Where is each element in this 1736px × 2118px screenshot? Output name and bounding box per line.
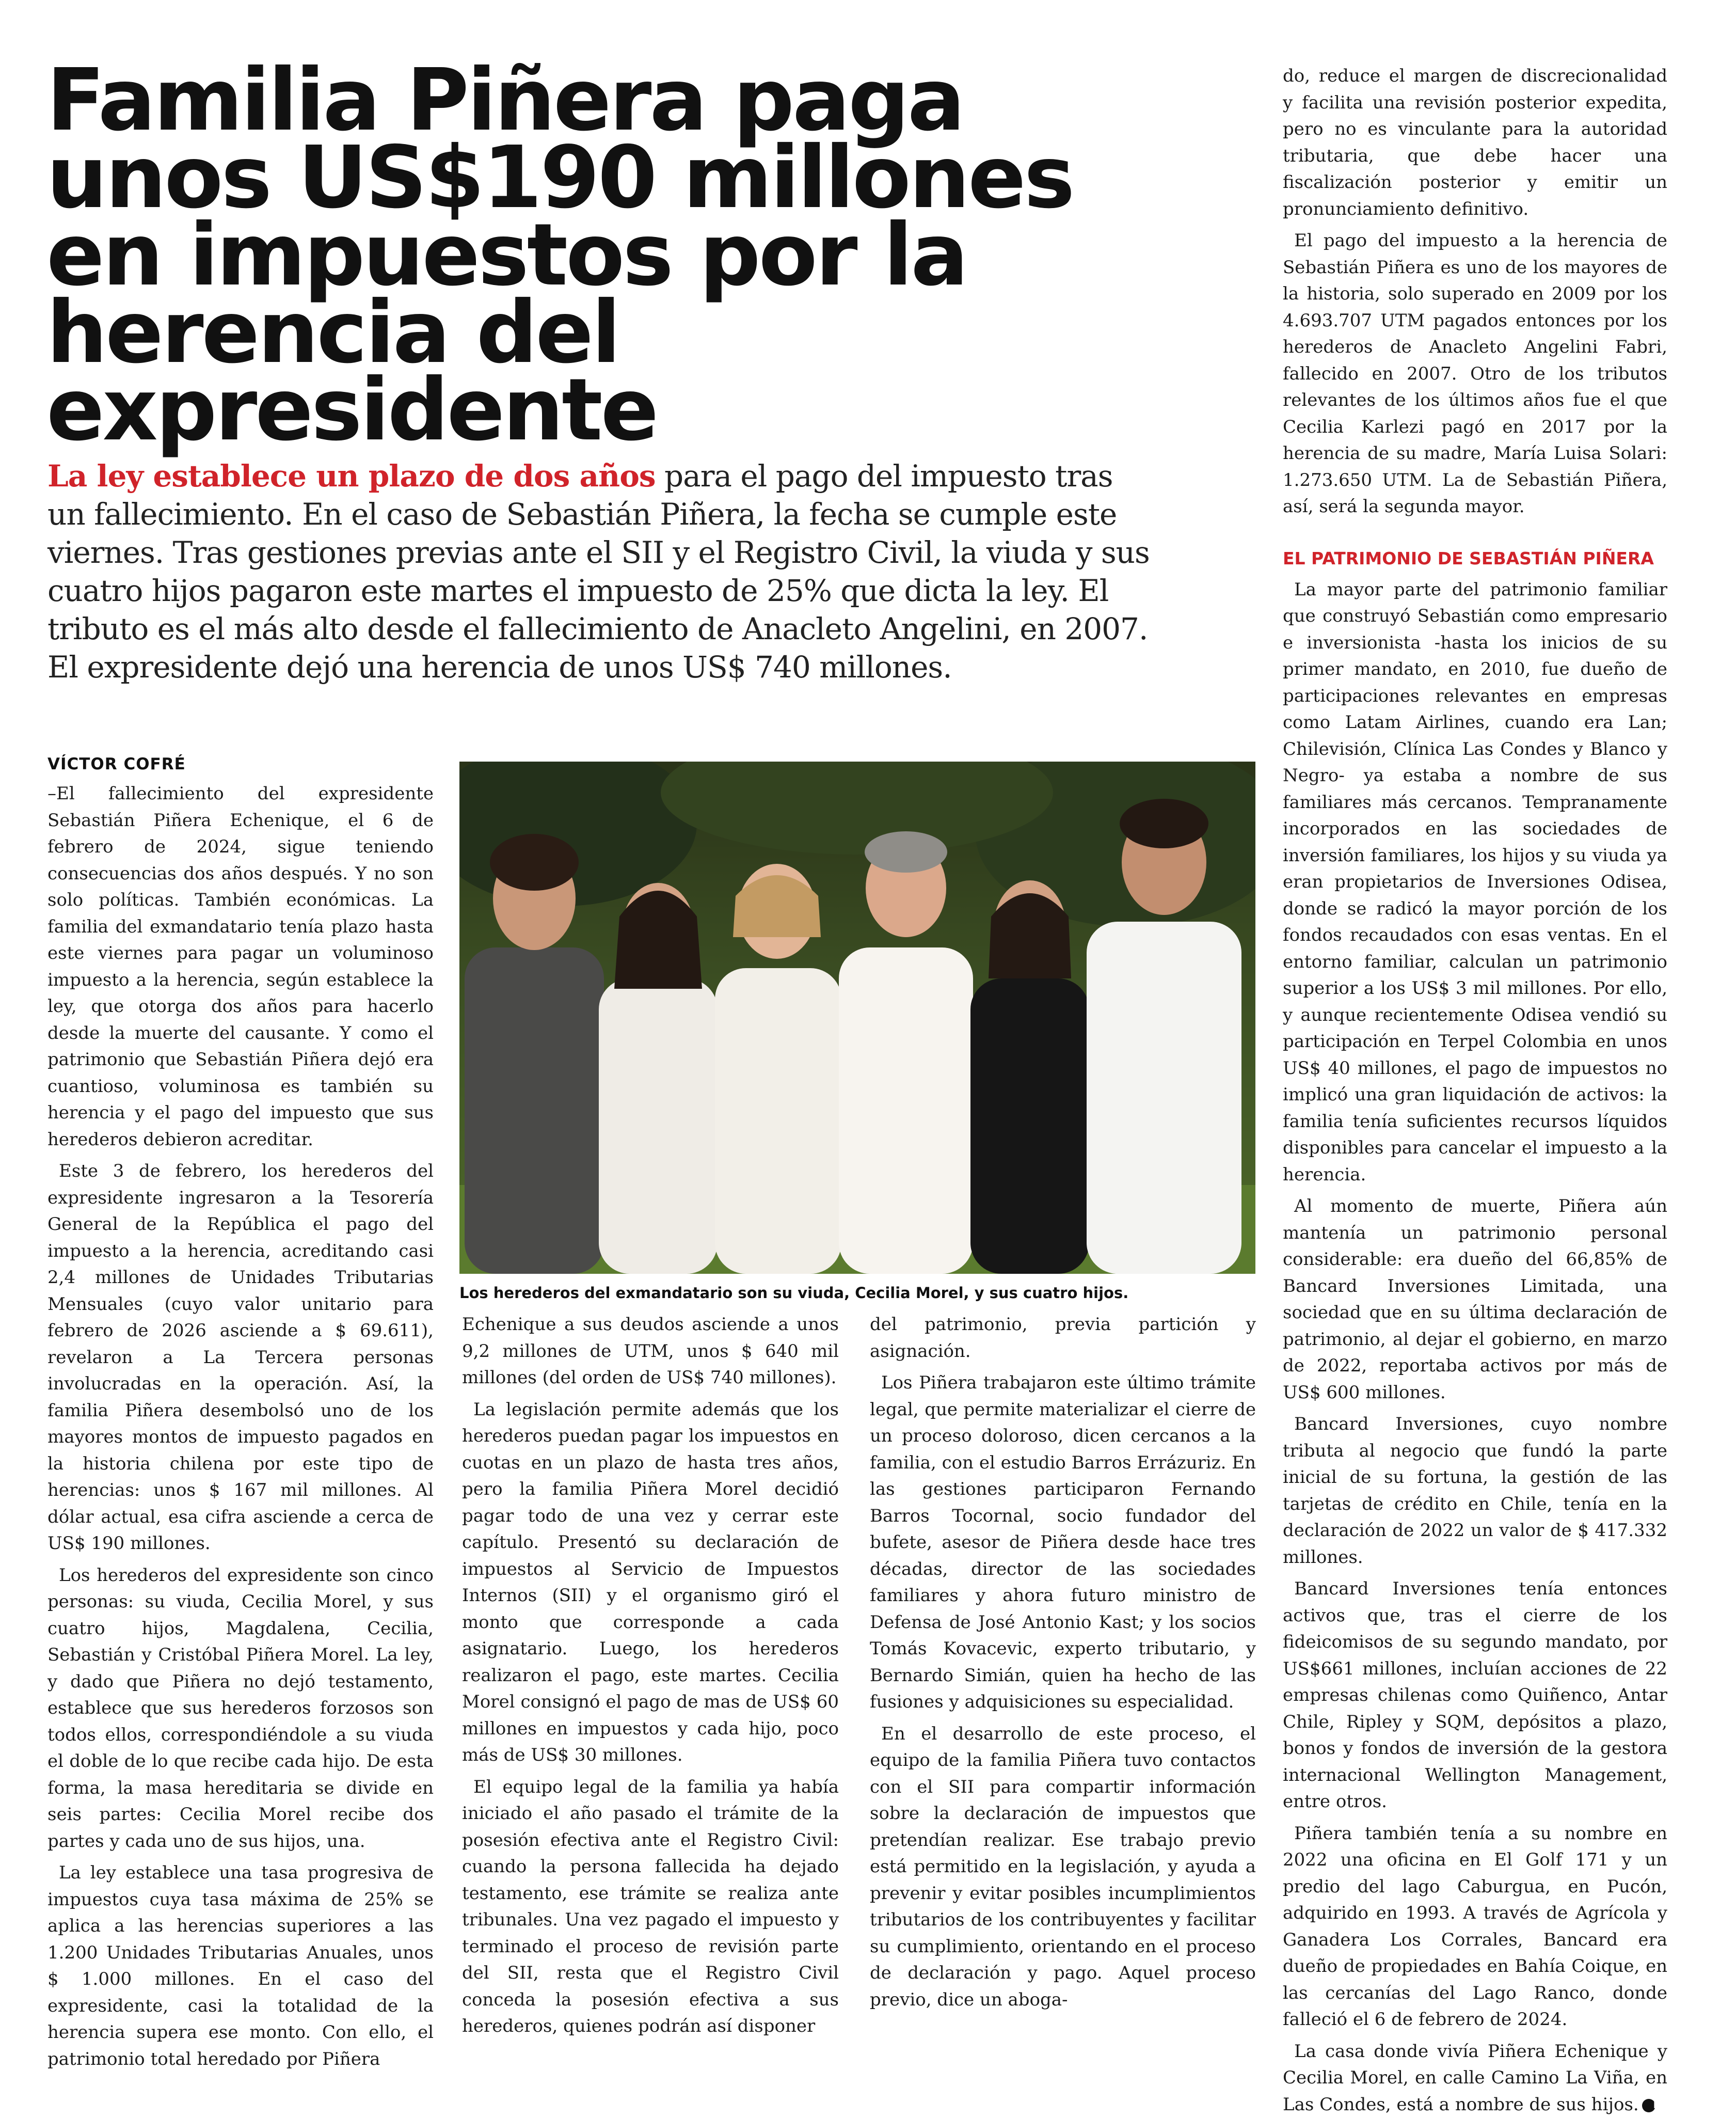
paragraph: Este 3 de febrero, los herederos del expresidente ingresaron a la Tesorería General de la República el pago del impuesto a la herencia, acreditando casi 2,4 millones de Unidades Tributarias Mensuales (cuyo valor unitario para febrero de 2026 asciende a $ 69.611), revelaron a La Tercera personas involucradas en la operación. Así, la familia Piñera desembolsó uno de los mayores montos de impuesto pagados en la historia chilena por este tipo de herencias: unos $ 167 mil millones. Al dólar actual, esa cifra asciende a cerca de US$ 190 millones. [47,1158,434,1557]
paragraph: La mayor parte del patrimonio familiar que construyó Sebastián como empresario e inversionista -hasta los inicios de su primer mandato, en 2010, fue dueño de participaciones relevantes en empresas como Latam Airlines, cuando era Lan; Chilevisión, Clínica Las Condes y Blanco y Negro- ya estaba a nombre de sus familiares más cercanos. Tempranamente incorporados en las sociedades de inversión familiares, los hijos y su viuda ya eran propietarios de Inversiones Odisea, donde se radicó la mayor porción de los fondos recaudados con esas ventas. En el entorno familiar, calculan un patrimonio superior a los US$ 3 mil millones. Por ello, y aunque recientemente Odisea vendió su participación en Terpel Colombia en unos US$ 40 millones, el pago de impuestos no implicó una gran liquidación de activos: la familia tenía suficientes recursos líquidos disponibles para cancelar el impuesto a la herencia. [1283,577,1667,1189]
byline: VÍCTOR COFRÉ [47,755,186,773]
paragraph: do, reduce el margen de discrecionalidad y facilita una revisión posterior expedita, pero no es vinculante para la autoridad tributaria, que debe hacer una fiscalización posterior y emitir un pronunciamiento definitivo. [1283,63,1667,223]
headline: Familia Piñera paga unos US$190 millones en impuestos por la herencia del expresidente [46,62,1130,449]
section-subhead: EL PATRIMONIO DE SEBASTIÁN PIÑERA [1283,545,1667,572]
article-column-2 [462,1311,839,2040]
paragraph: Bancard Inversiones, cuyo nombre tributa al negocio que fundó la parte inicial de su fortuna, la gestión de las tarjetas de crédito en Chile, tenía en la declaración de 2022 un valor de $ 417.332 millones. [1283,1411,1667,1571]
paragraph: Al momento de muerte, Piñera aún mantenía un patrimonio personal considerable: era dueño del 66,85% de Bancard Inversiones Limitada, una sociedad que en su última declaración de patrimonio, al dejar el gobierno, en marzo de 2022, reportaba activos por más de US$ 600 millones. [1283,1193,1667,1406]
dek [47,457,1157,686]
paragraph: Piñera también tenía a su nombre en 2022 una oficina en El Golf 171 y un predio del lago Caburgua, en Pucón, adquirido en 1993. A través de Agrícola y Ganadera Los Corrales, Bancard era dueño de propiedades en Bahía Coique, en las cercanías del Lago Ranco, donde falleció el 6 de febrero de 2024. [1283,1821,1667,2033]
paragraph: El equipo legal de la familia ya había iniciado el año pasado el trámite de la posesión efectiva ante el Registro Civil: cuando la persona fallecida ha dejado testamento, ese trámite se realiza ante tribunales. Una vez pagado el impuesto y terminado el proceso de revisión parte del SII, resta que el Registro Civil conceda la posesión efectiva a sus herederos, quienes podrán así disponer [462,1774,839,2040]
paragraph: Bancard Inversiones tenía entonces activos que, tras el cierre de los fideicomisos de su segundo mandato, por US$661 millones, incluían acciones de 22 empresas chilenas como Quiñenco, Antar Chile, Ripley y SQM, depósitos a plazo, bonos y fondos de inversión de la gestora internacional Wellington Management, entre otros. [1283,1576,1667,1815]
paragraph: El pago del impuesto a la herencia de Sebastián Piñera es uno de los mayores de la historia, solo superado en 2009 por los 4.693.707 UTM pagados entonces por los herederos de Anacleto Angelini Fabri, fallecido en 2007. Otro de los tributos relevantes de los últimos años fue el que Cecilia Karlezi pagó en 2017 por la herencia de su madre, María Luisa Solari: 1.273.650 UTM. La de Sebastián Piñera, así, será la segunda mayor. [1283,228,1667,520]
paragraph: Los herederos del expresidente son cinco personas: su viuda, Cecilia Morel, y sus cuatro hijos, Magdalena, Cecilia, Sebastián y Cristóbal Piñera Morel. La ley, y dado que Piñera no dejó testamento, establece que sus herederos forzosos son todos ellos, correspondiéndole a su viuda el doble de lo que recibe cada hijo. De esta forma, la masa hereditaria se divide en seis partes: Cecilia Morel recibe dos partes y cada uno de sus hijos, una. [47,1562,434,1855]
paragraph: Echenique a sus deudos asciende a unos 9,2 millones de UTM, unos $ 640 mil millones (del orden de US$ 740 millones). [462,1311,839,1392]
paragraph: La legislación permite además que los herederos puedan pagar los impuestos en cuotas en un plazo de hasta tres años, pero la familia Piñera Morel decidió pagar todo de una vez y cerrar este capítulo. Presentó su declaración de impuestos al Servicio de Impuestos Internos (SII) y el organismo giró el monto que corresponde a cada asignatario. Luego, los herederos realizaron el pago, este martes. Cecilia Morel consignó el pago de mas de US$ 60 millones en impuestos y cada hijo, poco más de US$ 30 millones. [462,1397,839,1769]
family-photo [459,762,1255,1274]
paragraph: Los Piñera trabajaron este último trámite legal, que permite materializar el cierre de un proceso doloroso, dicen cercanos a la familia, con el estudio Barros Errázuriz. En las gestiones participaron Fernando Barros Tocornal, socio fundador del bufete, asesor de Piñera desde hace tres décadas, director de las sociedades familiares y ahora futuro ministro de Defensa de José Antonio Kast; y los socios Tomás Kovacevic, experto tributario, y Bernardo Simián, quien ha hecho de las fusiones y adquisiciones su especialidad. [870,1370,1256,1716]
paragraph: En el desarrollo de este proceso, el equipo de la familia Piñera tuvo contactos con el SII para compartir información sobre la declaración de impuestos que pretendían realizar. Ese trabajo previo está permitido en la legislación, y ayuda a prevenir y evitar posibles incumplimientos tributarios de los contribuyentes y facilitar su cumplimiento, orientando en el proceso de declaración y pago. Aquel proceso previo, dice un aboga- [870,1721,1256,2014]
dek-text: para el pago del impuesto tras un fallecimiento. En el caso de Sebastián Piñera, la fecha se cumple este viernes. Tras gestiones previas ante el SII y el Registro Civil, la viuda y sus cuatro hijos pagaron este martes el impuesto de 25% que dicta la ley. El tributo es el más alto desde el fallecimiento de Anacleto Angelini, en 2007. El expresidente dejó una herencia de unos US$ 740 millones. [47,459,1150,685]
dek-lead: La ley establece un plazo de dos años [47,459,656,494]
article-column-3 [870,1311,1256,2013]
paragraph: La ley establece una tasa progresiva de impuestos cuya tasa máxima de 25% se aplica a las herencias superiores a las 1.200 Unidades Tributarias Anuales, unos $ 1.000 millones. En el caso del expresidente, casi la totalidad de la herencia supera ese monto. Con ello, el patrimonio total heredado por Piñera [47,1860,434,2073]
paragraph: del patrimonio, previa partición y asignación. [870,1311,1256,1365]
paragraph-final [1283,2038,1667,2118]
article-column-1 [47,781,434,2073]
paragraph-final-text: La casa donde vivía Piñera Echenique y Cecilia Morel, en calle Camino La Viña, en Las Condes, está a nombre de sus hijos. [1283,2041,1667,2115]
paragraph: –El fallecimiento del expresidente Sebastián Piñera Echenique, el 6 de febrero de 2024, sigue teniendo consecuencias dos años después. Y no son solo políticas. También económicas. La familia del exmandatario tenía plazo hasta este viernes para pagar un voluminoso impuesto a la herencia, según establece la ley, que otorga dos años para hacerlo desde la muerte del causante. Y como el patrimonio que Sebastián Piñera dejó era cuantioso, voluminosa es también su herencia y el pago del impuesto que sus herederos debieron acreditar. [47,781,434,1153]
photo-illustration [459,762,1255,1274]
photo-caption: Los herederos del exmandatario son su viuda, Cecilia Morel, y sus cuatro hijos. [459,1284,1255,1302]
article-column-4 [1283,63,1667,2118]
end-mark-icon: P [1642,2099,1655,2112]
